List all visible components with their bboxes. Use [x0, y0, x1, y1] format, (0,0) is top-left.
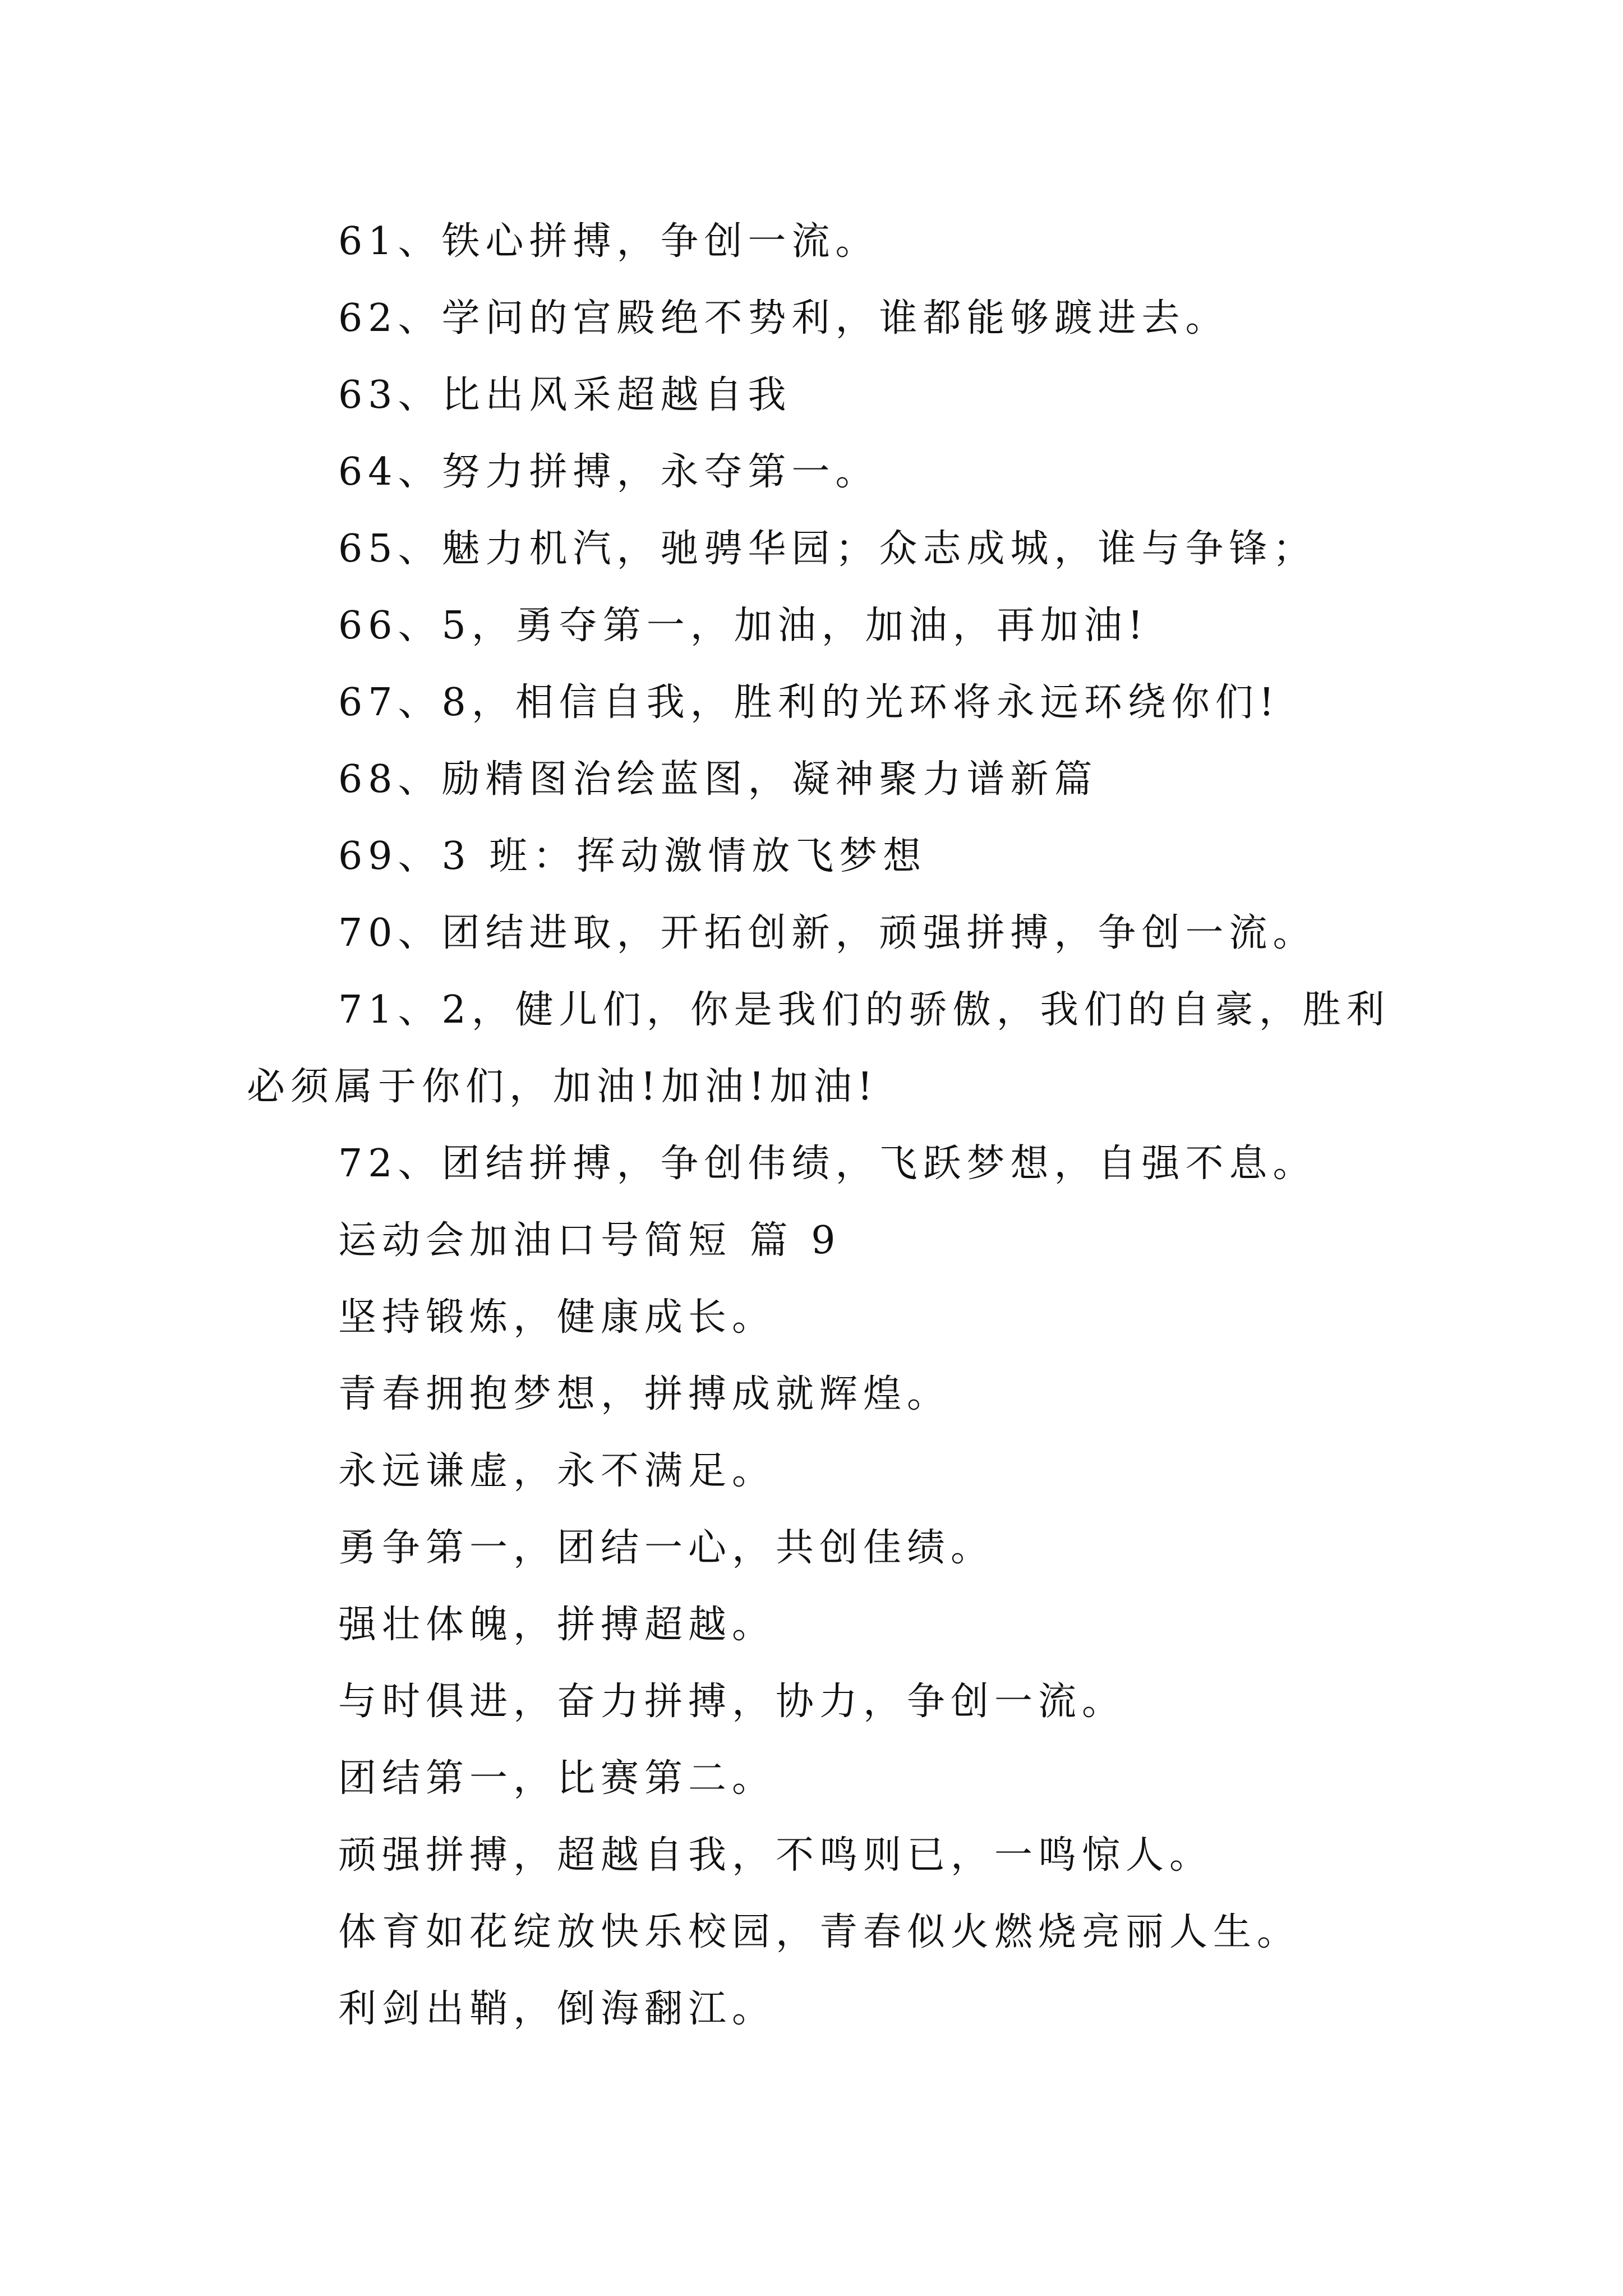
slogan-line: 青春拥抱梦想，拼搏成就辉煌。 [338, 1372, 951, 1416]
slogan-line: 顽强拼搏，超越自我，不鸣则已，一鸣惊人。 [338, 1833, 1214, 1878]
slogan-line-71-continued: 必须属于你们，加油!加油!加油! [247, 1065, 878, 1109]
slogan-line-61: 61、铁心拼搏，争创一流。 [338, 219, 879, 264]
slogan-line-64: 64、努力拼搏，永夺第一。 [338, 450, 879, 494]
slogan-line: 体育如花绽放快乐校园，青春似火燃烧亮丽人生。 [338, 1910, 1301, 1954]
section-heading: 运动会加油口号简短 篇 9 [338, 1218, 841, 1263]
slogan-line: 利剑出鞘，倒海翻江。 [338, 1987, 776, 2031]
slogan-line-67: 67、8，相信自我，胜利的光环将永远环绕你们! [338, 680, 1280, 725]
slogan-line: 坚持锻炼，健康成长。 [338, 1295, 776, 1340]
slogan-line: 永远谦虚，永不满足。 [338, 1449, 776, 1493]
slogan-line-70: 70、团结进取，开拓创新，顽强拼搏，争创一流。 [338, 911, 1317, 955]
document-body [247, 203, 1391, 2047]
slogan-line-68: 68、励精图治绘蓝图，凝神聚力谱新篇 [338, 757, 1098, 802]
slogan-line-62: 62、学问的宫殿绝不势利，谁都能够踱进去。 [338, 296, 1229, 341]
slogan-line: 强壮体魄，拼搏超越。 [338, 1603, 776, 1647]
slogan-line-71: 71、2，健儿们，你是我们的骄傲，我们的自豪，胜利 [338, 988, 1390, 1032]
slogan-line-63: 63、比出风采超越自我 [338, 373, 792, 417]
slogan-line: 勇争第一，团结一心，共创佳绩。 [338, 1526, 995, 1570]
slogan-line-69: 69、3 班：挥动激情放飞梦想 [338, 834, 927, 878]
slogan-line: 团结第一，比赛第二。 [338, 1756, 776, 1801]
slogan-line-66: 66、5，勇夺第一，加油，加油，再加油! [338, 604, 1149, 648]
slogan-line: 与时俱进，奋力拼搏，协力，争创一流。 [338, 1680, 1126, 1724]
slogan-line-72: 72、团结拼搏，争创伟绩，飞跃梦想，自强不息。 [338, 1142, 1317, 1186]
slogan-line-65: 65、魅力机汽，驰骋华园；众志成城，谁与争锋； [338, 527, 1317, 571]
